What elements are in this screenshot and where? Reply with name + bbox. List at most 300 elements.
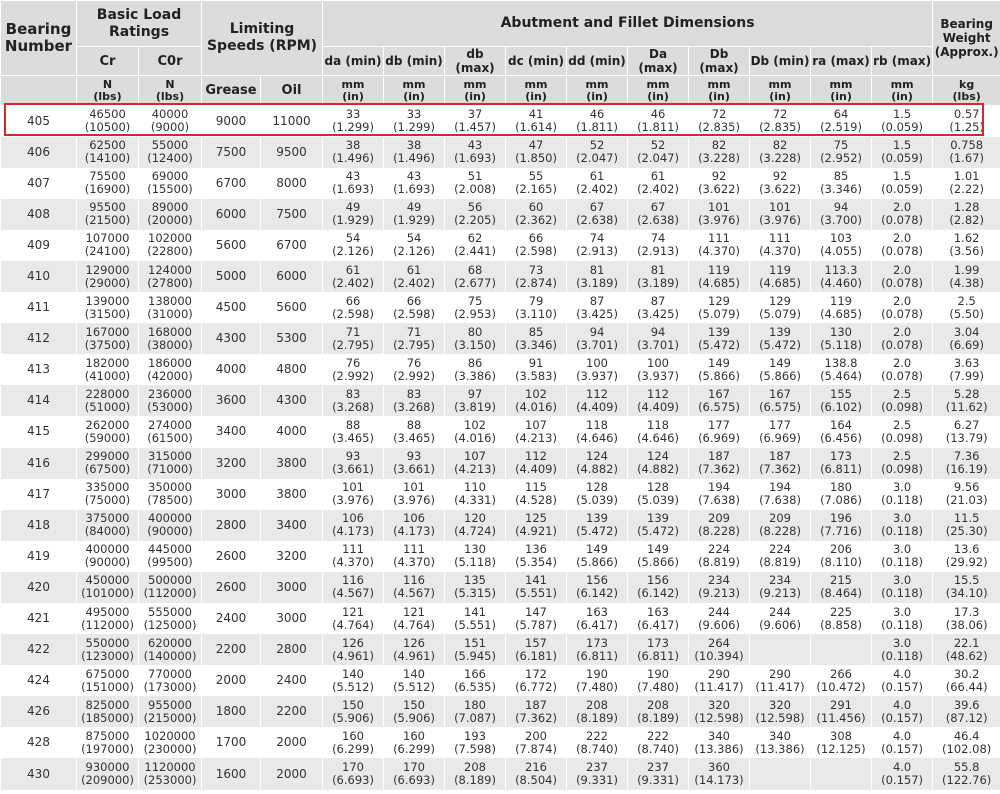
- dimension-cell: 129 (5.079): [750, 292, 811, 323]
- dimension-cell: 62 (2.441): [445, 230, 506, 261]
- oil-speed-cell: 5600: [261, 292, 323, 323]
- dimension-cell: 33 (1.299): [384, 106, 445, 137]
- dimension-cell: 106 (4.173): [323, 510, 384, 541]
- cr-cell: 550000 (123000): [77, 634, 139, 665]
- weight-cell: 2.5 (5.50): [933, 292, 1000, 323]
- oil-speed-cell: 3800: [261, 479, 323, 510]
- cr-cell: 930000 (209000): [77, 758, 139, 789]
- dimension-cell: 52 (2.047): [628, 137, 689, 168]
- dimension-cell: 41 (1.614): [506, 106, 567, 137]
- dimension-cell: 320 (12.598): [750, 696, 811, 727]
- c0r-cell: 102000 (22800): [139, 230, 202, 261]
- bearing-number-cell: 412: [1, 323, 77, 354]
- dimension-cell: 141 (5.551): [506, 572, 567, 603]
- weight-cell: 7.36 (16.19): [933, 448, 1000, 479]
- c0r-cell: 770000 (173000): [139, 665, 202, 696]
- header-db-min: db (min): [384, 47, 445, 76]
- dimension-cell: 33 (1.299): [323, 106, 384, 137]
- unit-mm-in: mm (in): [811, 76, 872, 106]
- dimension-cell: 264 (10.394): [689, 634, 750, 665]
- dimension-cell: 81 (3.189): [628, 261, 689, 292]
- header-da-min: da (min): [323, 47, 384, 76]
- weight-cell: 0.758 (1.67): [933, 137, 1000, 168]
- dimension-cell: 111 (4.370): [750, 230, 811, 261]
- table-row: [1, 448, 1000, 479]
- dimension-cell: 2.5 (0.098): [872, 416, 933, 447]
- dimension-cell: 61 (2.402): [567, 168, 628, 199]
- dimension-cell: 308 (12.125): [811, 727, 872, 758]
- grease-speed-cell: 4300: [202, 323, 261, 354]
- grease-speed-cell: 2200: [202, 634, 261, 665]
- oil-speed-cell: 5300: [261, 323, 323, 354]
- table-row: [1, 137, 1000, 168]
- dimension-cell: 126 (4.961): [384, 634, 445, 665]
- cr-cell: 875000 (197000): [77, 727, 139, 758]
- unit-kg: kg (lbs): [933, 76, 1000, 106]
- dimension-cell: 163 (6.417): [567, 603, 628, 634]
- dimension-cell: 172 (6.772): [506, 665, 567, 696]
- oil-speed-cell: 9500: [261, 137, 323, 168]
- dimension-cell: 111 (4.370): [323, 541, 384, 572]
- units-row: [1, 76, 1000, 106]
- dimension-cell: 222 (8.740): [628, 727, 689, 758]
- dimension-cell: 66 (2.598): [384, 292, 445, 323]
- dimension-cell: 150 (5.906): [384, 696, 445, 727]
- dimension-cell: 116 (4.567): [323, 572, 384, 603]
- dimension-cell: 1.5 (0.059): [872, 137, 933, 168]
- table-row: [1, 665, 1000, 696]
- dimension-cell: 215 (8.464): [811, 572, 872, 603]
- cr-cell: 182000 (41000): [77, 354, 139, 385]
- cr-cell: 75500 (16900): [77, 168, 139, 199]
- dimension-cell: 75 (2.953): [445, 292, 506, 323]
- dimension-cell: 71 (2.795): [323, 323, 384, 354]
- dimension-cell: 194 (7.638): [689, 479, 750, 510]
- table-row: [1, 572, 1000, 603]
- bearing-number-cell: 420: [1, 572, 77, 603]
- dimension-cell: 66 (2.598): [506, 230, 567, 261]
- dimension-cell: 75 (2.952): [811, 137, 872, 168]
- dimension-cell: 155 (6.102): [811, 385, 872, 416]
- dimension-cell: 47 (1.850): [506, 137, 567, 168]
- dimension-cell: 113.3 (4.460): [811, 261, 872, 292]
- weight-cell: 39.6 (87.12): [933, 696, 1000, 727]
- dimension-cell: 116 (4.567): [384, 572, 445, 603]
- oil-speed-cell: 4300: [261, 385, 323, 416]
- bearing-number-cell: 422: [1, 634, 77, 665]
- dimension-cell: 102 (4.016): [506, 385, 567, 416]
- header-db-max: db (max): [445, 47, 506, 76]
- dimension-cell: 2.5 (0.098): [872, 385, 933, 416]
- weight-cell: 15.5 (34.10): [933, 572, 1000, 603]
- dimension-cell: 244 (9.606): [750, 603, 811, 634]
- dimension-cell: 74 (2.913): [628, 230, 689, 261]
- weight-cell: 46.4 (102.08): [933, 727, 1000, 758]
- table-row: [1, 385, 1000, 416]
- bearing-number-cell: 414: [1, 385, 77, 416]
- weight-cell: 17.3 (38.06): [933, 603, 1000, 634]
- dimension-cell: 208 (8.189): [445, 758, 506, 789]
- cr-cell: 495000 (112000): [77, 603, 139, 634]
- dimension-cell: 266 (10.472): [811, 665, 872, 696]
- dimension-cell: 167 (6.575): [750, 385, 811, 416]
- dimension-cell: 94 (3.701): [628, 323, 689, 354]
- table-row: [1, 168, 1000, 199]
- oil-speed-cell: 7500: [261, 199, 323, 230]
- bearing-number-cell: 428: [1, 727, 77, 758]
- header-limiting-speeds: Limiting Speeds (RPM): [202, 1, 323, 76]
- c0r-cell: 124000 (27800): [139, 261, 202, 292]
- dimension-cell: 140 (5.512): [323, 665, 384, 696]
- oil-speed-cell: 2400: [261, 665, 323, 696]
- dimension-cell: 237 (9.331): [567, 758, 628, 789]
- dimension-cell: 4.0 (0.157): [872, 696, 933, 727]
- oil-speed-cell: 3400: [261, 510, 323, 541]
- dimension-cell: 156 (6.142): [567, 572, 628, 603]
- unit-mm-in: mm (in): [689, 76, 750, 106]
- dimension-cell: [811, 634, 872, 665]
- grease-speed-cell: 2400: [202, 603, 261, 634]
- dimension-cell: 111 (4.370): [689, 230, 750, 261]
- dimension-cell: 130 (5.118): [811, 323, 872, 354]
- oil-speed-cell: 3800: [261, 448, 323, 479]
- dimension-cell: 61 (2.402): [628, 168, 689, 199]
- dimension-cell: 208 (8.189): [628, 696, 689, 727]
- weight-cell: 5.28 (11.62): [933, 385, 1000, 416]
- oil-speed-cell: 3000: [261, 572, 323, 603]
- dimension-cell: 225 (8.858): [811, 603, 872, 634]
- dimension-cell: 149 (5.866): [567, 541, 628, 572]
- dimension-cell: 209 (8.228): [750, 510, 811, 541]
- dimension-cell: 73 (2.874): [506, 261, 567, 292]
- dimension-cell: 126 (4.961): [323, 634, 384, 665]
- dimension-cell: 180 (7.087): [445, 696, 506, 727]
- dimension-cell: 244 (9.606): [689, 603, 750, 634]
- c0r-cell: 236000 (53000): [139, 385, 202, 416]
- table-row: [1, 510, 1000, 541]
- dimension-cell: 224 (8.819): [750, 541, 811, 572]
- weight-cell: 9.56 (21.03): [933, 479, 1000, 510]
- oil-speed-cell: 2000: [261, 727, 323, 758]
- dimension-cell: 87 (3.425): [628, 292, 689, 323]
- dimension-cell: 121 (4.764): [323, 603, 384, 634]
- grease-speed-cell: 3600: [202, 385, 261, 416]
- dimension-cell: 2.5 (0.098): [872, 448, 933, 479]
- dimension-cell: 173 (6.811): [567, 634, 628, 665]
- table-row: [1, 323, 1000, 354]
- dimension-cell: 193 (7.598): [445, 727, 506, 758]
- dimension-cell: 222 (8.740): [567, 727, 628, 758]
- oil-speed-cell: 3200: [261, 541, 323, 572]
- weight-cell: 1.28 (2.82): [933, 199, 1000, 230]
- weight-cell: 3.04 (6.69): [933, 323, 1000, 354]
- dimension-cell: 111 (4.370): [384, 541, 445, 572]
- dimension-cell: 72 (2.835): [750, 106, 811, 137]
- bearing-number-cell: 407: [1, 168, 77, 199]
- dimension-cell: 43 (1.693): [384, 168, 445, 199]
- dimension-cell: 160 (6.299): [384, 727, 445, 758]
- dimension-cell: 187 (7.362): [506, 696, 567, 727]
- dimension-cell: 71 (2.795): [384, 323, 445, 354]
- dimension-cell: 82 (3.228): [689, 137, 750, 168]
- dimension-cell: 118 (4.646): [628, 416, 689, 447]
- dimension-cell: 206 (8.110): [811, 541, 872, 572]
- dimension-cell: 190 (7.480): [628, 665, 689, 696]
- grease-speed-cell: 4000: [202, 354, 261, 385]
- dimension-cell: 4.0 (0.157): [872, 727, 933, 758]
- unit-c0r: N (lbs): [139, 76, 202, 106]
- dimension-cell: 112 (4.409): [628, 385, 689, 416]
- dimension-cell: 101 (3.976): [323, 479, 384, 510]
- dimension-cell: [750, 758, 811, 789]
- header-basic-load-ratings: Basic Load Ratings: [77, 1, 202, 47]
- grease-speed-cell: 3200: [202, 448, 261, 479]
- c0r-cell: 555000 (125000): [139, 603, 202, 634]
- dimension-cell: 101 (3.976): [384, 479, 445, 510]
- dimension-cell: 80 (3.150): [445, 323, 506, 354]
- c0r-cell: 315000 (71000): [139, 448, 202, 479]
- weight-cell: 0.57 (1.25): [933, 106, 1000, 137]
- bearing-number-cell: 418: [1, 510, 77, 541]
- grease-speed-cell: 9000: [202, 106, 261, 137]
- dimension-cell: 87 (3.425): [567, 292, 628, 323]
- dimension-cell: 124 (4.882): [567, 448, 628, 479]
- c0r-cell: 138000 (31000): [139, 292, 202, 323]
- dimension-cell: 119 (4.685): [811, 292, 872, 323]
- oil-speed-cell: 3000: [261, 603, 323, 634]
- grease-speed-cell: 2600: [202, 572, 261, 603]
- cr-cell: 95500 (21500): [77, 199, 139, 230]
- c0r-cell: 1020000 (230000): [139, 727, 202, 758]
- dimension-cell: 38 (1.496): [384, 137, 445, 168]
- dimension-cell: 150 (5.906): [323, 696, 384, 727]
- unit-mm-in: mm (in): [750, 76, 811, 106]
- dimension-cell: 61 (2.402): [323, 261, 384, 292]
- weight-cell: 1.62 (3.56): [933, 230, 1000, 261]
- dimension-cell: 83 (3.268): [323, 385, 384, 416]
- dimension-cell: 2.0 (0.078): [872, 230, 933, 261]
- dimension-cell: 147 (5.787): [506, 603, 567, 634]
- dimension-cell: 74 (2.913): [567, 230, 628, 261]
- bearing-number-cell: 416: [1, 448, 77, 479]
- dimension-cell: 3.0 (0.118): [872, 541, 933, 572]
- dimension-cell: 54 (2.126): [384, 230, 445, 261]
- dimension-cell: 149 (5.866): [628, 541, 689, 572]
- dimension-cell: 120 (4.724): [445, 510, 506, 541]
- dimension-cell: 187 (7.362): [689, 448, 750, 479]
- dimension-cell: 151 (5.945): [445, 634, 506, 665]
- dimension-cell: 101 (3.976): [689, 199, 750, 230]
- dimension-cell: 2.0 (0.078): [872, 261, 933, 292]
- dimension-cell: 139 (5.472): [689, 323, 750, 354]
- oil-speed-cell: 2800: [261, 634, 323, 665]
- dimension-cell: 81 (3.189): [567, 261, 628, 292]
- dimension-cell: 124 (4.882): [628, 448, 689, 479]
- units-blank: [1, 76, 77, 106]
- weight-cell: 30.2 (66.44): [933, 665, 1000, 696]
- c0r-cell: 55000 (12400): [139, 137, 202, 168]
- dimension-cell: 112 (4.409): [567, 385, 628, 416]
- table-row: [1, 696, 1000, 727]
- bearing-number-cell: 426: [1, 696, 77, 727]
- dimension-cell: [811, 758, 872, 789]
- header-c0r: C0r: [139, 47, 202, 76]
- bearing-number-cell: 406: [1, 137, 77, 168]
- header-rb-max: rb (max): [872, 47, 933, 76]
- table-row: [1, 727, 1000, 758]
- bearing-number-cell: 430: [1, 758, 77, 789]
- c0r-cell: 445000 (99500): [139, 541, 202, 572]
- oil-speed-cell: 4800: [261, 354, 323, 385]
- c0r-cell: 1120000 (253000): [139, 758, 202, 789]
- dimension-cell: 138.8 (5.464): [811, 354, 872, 385]
- dimension-cell: 157 (6.181): [506, 634, 567, 665]
- dimension-cell: 49 (1.929): [323, 199, 384, 230]
- cr-cell: 129000 (29000): [77, 261, 139, 292]
- grease-speed-cell: 5000: [202, 261, 261, 292]
- dimension-cell: 290 (11.417): [750, 665, 811, 696]
- dimension-cell: 3.0 (0.118): [872, 603, 933, 634]
- dimension-cell: 51 (2.008): [445, 168, 506, 199]
- c0r-cell: 620000 (140000): [139, 634, 202, 665]
- dimension-cell: 72 (2.835): [689, 106, 750, 137]
- dimension-cell: 66 (2.598): [323, 292, 384, 323]
- dimension-cell: 164 (6.456): [811, 416, 872, 447]
- dimension-cell: 100 (3.937): [628, 354, 689, 385]
- dimension-cell: 101 (3.976): [750, 199, 811, 230]
- dimension-cell: 52 (2.047): [567, 137, 628, 168]
- header-dd-min: dd (min): [567, 47, 628, 76]
- dimension-cell: 67 (2.638): [567, 199, 628, 230]
- table-row: [1, 292, 1000, 323]
- bearing-number-cell: 408: [1, 199, 77, 230]
- dimension-cell: 110 (4.331): [445, 479, 506, 510]
- unit-cr: N (lbs): [77, 76, 139, 106]
- unit-mm-in: mm (in): [567, 76, 628, 106]
- dimension-cell: 3.0 (0.118): [872, 634, 933, 665]
- dimension-cell: 149 (5.866): [689, 354, 750, 385]
- oil-speed-cell: 6000: [261, 261, 323, 292]
- dimension-cell: 2.0 (0.078): [872, 292, 933, 323]
- table-row: [1, 416, 1000, 447]
- dimension-cell: 37 (1.457): [445, 106, 506, 137]
- dimension-cell: 92 (3.622): [689, 168, 750, 199]
- dimension-cell: 129 (5.079): [689, 292, 750, 323]
- cr-cell: 139000 (31500): [77, 292, 139, 323]
- dimension-cell: 209 (8.228): [689, 510, 750, 541]
- cr-cell: 400000 (90000): [77, 541, 139, 572]
- weight-cell: 55.8 (122.76): [933, 758, 1000, 789]
- header-cr: Cr: [77, 47, 139, 76]
- c0r-cell: 350000 (78500): [139, 479, 202, 510]
- dimension-cell: 93 (3.661): [323, 448, 384, 479]
- weight-cell: 22.1 (48.62): [933, 634, 1000, 665]
- cr-cell: 675000 (151000): [77, 665, 139, 696]
- dimension-cell: 91 (3.583): [506, 354, 567, 385]
- oil-speed-cell: 11000: [261, 106, 323, 137]
- dimension-cell: 141 (5.551): [445, 603, 506, 634]
- grease-speed-cell: 6700: [202, 168, 261, 199]
- cr-cell: 62500 (14100): [77, 137, 139, 168]
- dimension-cell: 4.0 (0.157): [872, 665, 933, 696]
- cr-cell: 299000 (67500): [77, 448, 139, 479]
- grease-speed-cell: 1800: [202, 696, 261, 727]
- dimension-cell: 200 (7.874): [506, 727, 567, 758]
- header-oil: Oil: [261, 76, 323, 106]
- bearing-number-cell: 413: [1, 354, 77, 385]
- grease-speed-cell: 2600: [202, 541, 261, 572]
- dimension-cell: 94 (3.700): [811, 199, 872, 230]
- unit-mm-in: mm (in): [872, 76, 933, 106]
- dimension-cell: 67 (2.638): [628, 199, 689, 230]
- dimension-cell: 177 (6.969): [689, 416, 750, 447]
- dimension-cell: 60 (2.362): [506, 199, 567, 230]
- dimension-cell: 170 (6.693): [323, 758, 384, 789]
- dimension-cell: 83 (3.268): [384, 385, 445, 416]
- oil-speed-cell: 4000: [261, 416, 323, 447]
- dimension-cell: 190 (7.480): [567, 665, 628, 696]
- header-dc-min: dc (min): [506, 47, 567, 76]
- oil-speed-cell: 8000: [261, 168, 323, 199]
- dimension-cell: 79 (3.110): [506, 292, 567, 323]
- bearing-number-cell: 410: [1, 261, 77, 292]
- dimension-cell: 139 (5.472): [750, 323, 811, 354]
- dimension-cell: 160 (6.299): [323, 727, 384, 758]
- table-row: [1, 479, 1000, 510]
- dimension-cell: 107 (4.213): [506, 416, 567, 447]
- dimension-cell: 130 (5.118): [445, 541, 506, 572]
- dimension-cell: 135 (5.315): [445, 572, 506, 603]
- dimension-cell: 2.0 (0.078): [872, 354, 933, 385]
- dimension-cell: 140 (5.512): [384, 665, 445, 696]
- table-row: [1, 261, 1000, 292]
- dimension-cell: 112 (4.409): [506, 448, 567, 479]
- dimension-cell: 166 (6.535): [445, 665, 506, 696]
- header-bearing-number: Bearing Number: [1, 1, 77, 76]
- dimension-cell: 76 (2.992): [323, 354, 384, 385]
- dimension-cell: 82 (3.228): [750, 137, 811, 168]
- dimension-cell: 320 (12.598): [689, 696, 750, 727]
- dimension-cell: 216 (8.504): [506, 758, 567, 789]
- dimension-cell: 4.0 (0.157): [872, 758, 933, 789]
- dimension-cell: 136 (5.354): [506, 541, 567, 572]
- dimension-cell: 290 (11.417): [689, 665, 750, 696]
- cr-cell: 825000 (185000): [77, 696, 139, 727]
- dimension-cell: 237 (9.331): [628, 758, 689, 789]
- dimension-cell: 106 (4.173): [384, 510, 445, 541]
- dimension-cell: 100 (3.937): [567, 354, 628, 385]
- dimension-cell: 224 (8.819): [689, 541, 750, 572]
- dimension-cell: 340 (13.386): [750, 727, 811, 758]
- dimension-cell: 170 (6.693): [384, 758, 445, 789]
- dimension-cell: 139 (5.472): [567, 510, 628, 541]
- dimension-cell: 128 (5.039): [567, 479, 628, 510]
- dimension-cell: 115 (4.528): [506, 479, 567, 510]
- oil-speed-cell: 6700: [261, 230, 323, 261]
- header-Db-max: Db (max): [689, 47, 750, 76]
- dimension-cell: 291 (11.456): [811, 696, 872, 727]
- header-grease: Grease: [202, 76, 261, 106]
- cr-cell: 228000 (51000): [77, 385, 139, 416]
- dimension-cell: 3.0 (0.118): [872, 572, 933, 603]
- unit-mm-in: mm (in): [506, 76, 567, 106]
- c0r-cell: 40000 (9000): [139, 106, 202, 137]
- dimension-cell: 102 (4.016): [445, 416, 506, 447]
- dimension-cell: 1.5 (0.059): [872, 168, 933, 199]
- cr-cell: 46500 (10500): [77, 106, 139, 137]
- dimension-cell: 43 (1.693): [323, 168, 384, 199]
- dimension-cell: 43 (1.693): [445, 137, 506, 168]
